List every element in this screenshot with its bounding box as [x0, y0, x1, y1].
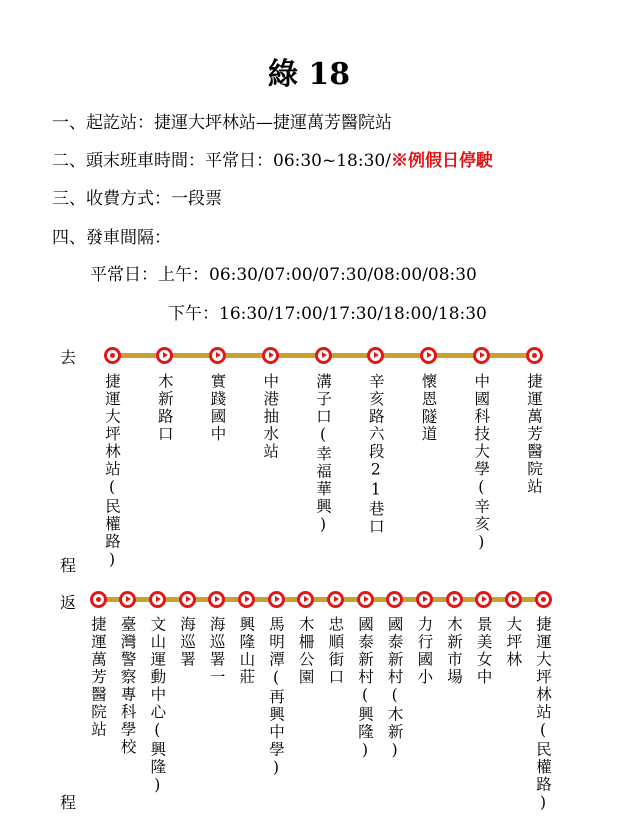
inbound-station-marker: [297, 591, 314, 608]
station-marker-ring: [300, 594, 311, 605]
outbound-station-marker: [420, 347, 437, 364]
direction-arrow-icon: [186, 596, 191, 602]
station-marker-ring: [93, 594, 104, 605]
station-marker-ring: [159, 350, 170, 361]
interval-weekday-am: 平常日：上午：06:30/07:00/07:30/08:00/08:30: [90, 265, 477, 285]
direction-arrow-icon: [334, 596, 339, 602]
inbound-station-name: 馬明潭(再興中學): [267, 616, 285, 779]
station-marker-ring: [423, 350, 434, 361]
terminal-dot-icon: [96, 597, 101, 602]
info-hours: [52, 151, 493, 171]
direction-arrow-icon: [216, 352, 221, 358]
inbound-station-name: 臺灣警察專科學校: [118, 616, 137, 756]
info-hours-text: 二、頭末班車時間：平常日：06:30~18:30/: [52, 151, 391, 171]
inbound-station-name: 捷運大坪林站(民權路): [534, 616, 552, 814]
direction-arrow-icon: [374, 352, 379, 358]
outbound-station-marker: [526, 347, 543, 364]
inbound-station-marker: [119, 591, 136, 608]
direction-arrow-icon: [322, 352, 327, 358]
outbound-station-marker: [156, 347, 173, 364]
station-marker-ring: [419, 594, 430, 605]
outbound-station-marker: [367, 347, 384, 364]
outbound-label-top: 去: [60, 348, 77, 367]
station-marker-ring: [478, 594, 489, 605]
inbound-station-name: 文山運動中心(興隆): [148, 616, 167, 796]
station-marker-ring: [508, 594, 519, 605]
inbound-station-name: 興隆山莊: [237, 616, 256, 686]
inbound-station-name: 木柵公園: [296, 616, 315, 686]
outbound-station-name: 懷恩隧道: [419, 373, 438, 443]
inbound-label-top: 返: [60, 593, 77, 612]
inbound-station-marker: [208, 591, 225, 608]
info-interval: 四、發車間隔：: [52, 228, 171, 248]
terminal-dot-icon: [532, 353, 537, 358]
direction-arrow-icon: [245, 596, 250, 602]
terminal-dot-icon: [541, 597, 546, 602]
outbound-station-name: 溝子口(幸福華興): [314, 373, 332, 536]
station-marker-ring: [476, 350, 487, 361]
direction-arrow-icon: [215, 596, 220, 602]
station-marker-ring: [122, 594, 133, 605]
outbound-station-marker: [104, 347, 121, 364]
inbound-station-marker: [357, 591, 374, 608]
outbound-station-marker: [209, 347, 226, 364]
outbound-station-name: 木新路口: [155, 373, 174, 443]
inbound-station-marker: [386, 591, 403, 608]
direction-arrow-icon: [427, 352, 432, 358]
station-marker-ring: [449, 594, 460, 605]
inbound-station-marker: [327, 591, 344, 608]
station-marker-ring: [330, 594, 341, 605]
station-marker-ring: [318, 350, 329, 361]
direction-arrow-icon: [156, 596, 161, 602]
inbound-station-marker: [90, 591, 107, 608]
station-marker-ring: [271, 594, 282, 605]
station-marker-ring: [389, 594, 400, 605]
direction-arrow-icon: [480, 352, 485, 358]
station-marker-ring: [538, 594, 549, 605]
direction-arrow-icon: [512, 596, 517, 602]
inbound-station-name: 木新市場: [445, 616, 463, 686]
inbound-station-marker: [446, 591, 463, 608]
inbound-station-name: 國泰新村(木新): [385, 616, 404, 761]
inbound-station-name: 捷運萬芳醫院站: [89, 616, 107, 739]
inbound-station-marker: [179, 591, 196, 608]
station-marker-ring: [265, 350, 276, 361]
direction-arrow-icon: [126, 596, 131, 602]
inbound-station-marker: [505, 591, 522, 608]
info-fare: 三、收費方式：一段票: [52, 189, 222, 209]
info-terminals: 一、起訖站：捷運大坪林站—捷運萬芳醫院站: [52, 113, 392, 133]
inbound-station-name: 海巡署一: [207, 616, 226, 686]
direction-arrow-icon: [393, 596, 398, 602]
outbound-station-name: 中港抽水站: [261, 373, 280, 461]
terminal-dot-icon: [110, 353, 115, 358]
direction-arrow-icon: [269, 352, 274, 358]
inbound-station-name: 海巡署: [178, 616, 196, 669]
interval-weekday-pm: 下午：16:30/17:00/17:30/18:00/18:30: [168, 304, 487, 324]
inbound-station-name: 力行國小: [415, 616, 434, 686]
outbound-station-name: 實踐國中: [208, 373, 227, 443]
inbound-station-name: 國泰新村(興隆): [356, 616, 374, 761]
station-marker-ring: [152, 594, 163, 605]
outbound-station-name: 捷運萬芳醫院站: [525, 373, 543, 496]
inbound-station-marker: [535, 591, 552, 608]
inbound-station-name: 忠順街口: [326, 616, 345, 686]
station-marker-ring: [211, 594, 222, 605]
route-title: 綠 18: [267, 57, 351, 92]
station-marker-ring: [360, 594, 371, 605]
direction-arrow-icon: [304, 596, 309, 602]
direction-arrow-icon: [423, 596, 428, 602]
outbound-station-name: 捷運大坪林站(民權路): [103, 373, 121, 571]
outbound-station-name: 中國科技大學(辛亥): [472, 373, 491, 553]
direction-arrow-icon: [163, 352, 168, 358]
station-marker-ring: [529, 350, 540, 361]
station-marker-ring: [212, 350, 223, 361]
outbound-station-marker: [262, 347, 279, 364]
outbound-label-bottom: 程: [60, 556, 77, 575]
direction-arrow-icon: [275, 596, 280, 602]
direction-arrow-icon: [364, 596, 369, 602]
inbound-station-marker: [475, 591, 492, 608]
direction-arrow-icon: [453, 596, 458, 602]
direction-arrow-icon: [482, 596, 487, 602]
outbound-station-marker: [473, 347, 490, 364]
inbound-station-marker: [149, 591, 166, 608]
outbound-station-marker: [315, 347, 332, 364]
station-marker-ring: [241, 594, 252, 605]
inbound-station-marker: [238, 591, 255, 608]
inbound-station-marker: [416, 591, 433, 608]
station-marker-ring: [182, 594, 193, 605]
outbound-station-name: 辛亥路六段21巷口: [366, 373, 385, 536]
inbound-station-marker: [268, 591, 285, 608]
station-marker-ring: [107, 350, 118, 361]
station-marker-ring: [370, 350, 381, 361]
inbound-station-name: 景美女中: [474, 616, 493, 686]
inbound-station-name: 大坪林: [504, 616, 523, 669]
holiday-note: ※例假日停駛: [390, 151, 493, 171]
inbound-label-bottom: 程: [60, 793, 77, 812]
